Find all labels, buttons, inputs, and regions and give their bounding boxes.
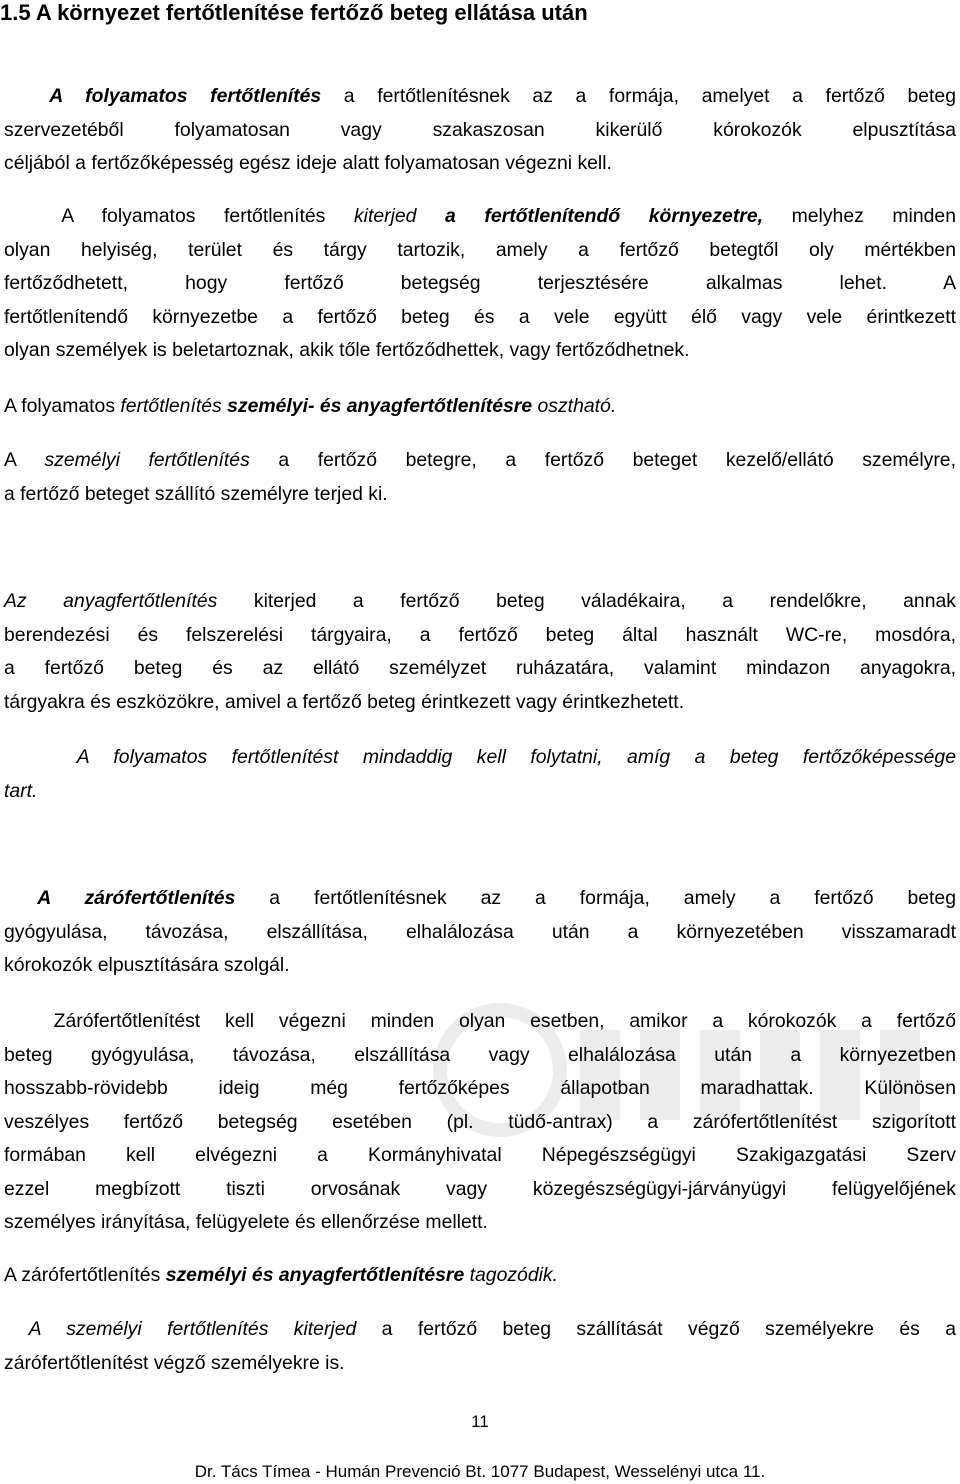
text-line: szervezetéből folyamatosan vagy szakaszosan kikerülő kórokozók elpusztítása bbox=[4, 118, 956, 141]
term-terminal-disinfection: A zárófertőtlenítés bbox=[4, 887, 236, 909]
text-line: A folyamatos fertőtlenítést mindaddig kell folytatni, amíg a beteg fertőzőképessége bbox=[4, 746, 956, 768]
text-line: a fertőző beteg és az ellátó személyzet ruházatára, valamint mindazon anyagokra, bbox=[4, 657, 956, 679]
paragraph-terminal-division bbox=[4, 1259, 956, 1293]
text-line: berendezési és felszerelési tárgyaira, a fertőző beteg által használt WC-re, mosdóra, bbox=[4, 623, 956, 646]
text-line: hosszabb-rövidebb ideig még fertőzőképes állapotban maradhattak. Különösen bbox=[4, 1077, 956, 1099]
text-line: olyan helyiség, terület és tárgy tartozik, amely a fertőző betegtől oly mértékben bbox=[4, 238, 956, 261]
text-line: A folyamatos fertőtlenítés személyi- és anyagfertőtlenítésre osztható. bbox=[4, 395, 617, 417]
term-environment: a fertőtlenítendő környezetre, bbox=[416, 205, 763, 227]
paragraph-terminal-requirements bbox=[4, 1005, 956, 1240]
page-footer: Dr. Tács Tímea - Humán Prevenció Bt. 1077 Budapest, Wesselényi utca 11. bbox=[194, 1462, 766, 1481]
paragraph-terminal-disinfection bbox=[4, 882, 956, 983]
text-line: fertőződhetett, hogy fertőző betegség terjesztésére alkalmas lehet. A bbox=[4, 272, 956, 294]
text-line: céljából a fertőzőképesség egész ideje alatt folyamatosan végezni kell. bbox=[4, 152, 612, 174]
paragraph-personal-disinfection bbox=[4, 444, 956, 511]
text-line: olyan személyek is beletartoznak, akik tőle fertőződhettek, vagy fertőződhetnek. bbox=[4, 339, 690, 361]
text-line: zárófertőtlenítést végző személyekre is. bbox=[4, 1351, 345, 1374]
text-line: kórokozók elpusztítására szolgál. bbox=[4, 954, 290, 976]
text-line: A zárófertőtlenítés a fertőtlenítésnek az a formája, amely a fertőző beteg bbox=[4, 887, 956, 909]
paragraph-environment bbox=[4, 200, 956, 368]
text-line: A zárófertőtlenítés személyi és anyagfertőtlenítésre tagozódik. bbox=[4, 1264, 559, 1286]
text-line: fertőtlenítendő környezetbe a fertőző beteg és a vele együtt élő vagy vele érintkezett bbox=[4, 305, 956, 328]
text-line: gyógyulása, távozása, elszállítása, elhalálozása után a környezetében visszamaradt bbox=[4, 920, 956, 943]
paragraph-duration bbox=[4, 741, 956, 808]
text-line: a fertőző beteget szállító személyre terjed ki. bbox=[4, 482, 388, 505]
paragraph-continuous-disinfection bbox=[4, 80, 956, 181]
text-line: A személyi fertőtlenítés a fertőző betegre, a fertőző beteget kezelő/ellátó személyre, bbox=[4, 449, 956, 471]
text-line: tárgyakra és eszközökre, amivel a fertőző beteg érintkezett vagy érintkezhetett. bbox=[4, 690, 685, 713]
text-line: formában kell elvégezni a Kormányhivatal Népegészségügyi Szakigazgatási Szerv bbox=[4, 1144, 956, 1166]
paragraph-division bbox=[4, 390, 956, 424]
text-line: A személyi fertőtlenítés kiterjed a fertőző beteg szállítását végző személyekre és a bbox=[4, 1318, 956, 1340]
section-heading: 1.5 A környezet fertőtlenítése fertőző beteg ellátása után bbox=[0, 0, 588, 25]
text-line: Zárófertőtlenítést kell végezni minden olyan esetben, amikor a kórokozók a fertőző bbox=[4, 1010, 956, 1032]
text-line: Az anyagfertőtlenítés kiterjed a fertőző beteg váladékaira, a rendelőkre, annak bbox=[4, 590, 956, 612]
paragraph-material-disinfection bbox=[4, 585, 956, 719]
text-line: személyes irányítása, felügyelete és ellenőrzése mellett. bbox=[4, 1211, 488, 1233]
text-line: ezzel megbízott tiszti orvosának vagy közegészségügyi-járványügyi felügyelőjének bbox=[4, 1177, 956, 1200]
text-line: veszélyes fertőző betegség esetében (pl. tüdő-antrax) a zárófertőtlenítést szigorított bbox=[4, 1110, 956, 1133]
paragraph-terminal-personal bbox=[4, 1313, 956, 1380]
text-line: tart. bbox=[4, 779, 38, 802]
page-number: 11 bbox=[471, 1412, 489, 1431]
term-continuous-disinfection: A folyamatos fertőtlenítés bbox=[49, 85, 322, 107]
text-line: beteg gyógyulása, távozása, elszállítása vagy elhalálozása után a környezetben bbox=[4, 1043, 956, 1066]
text-line: A folyamatos fertőtlenítés a fertőtlenítésnek az a formája, amelyet a fertőző beteg bbox=[49, 85, 956, 107]
text-line: A folyamatos fertőtlenítés kiterjed a fertőtlenítendő környezetre, melyhez minden bbox=[61, 205, 956, 227]
